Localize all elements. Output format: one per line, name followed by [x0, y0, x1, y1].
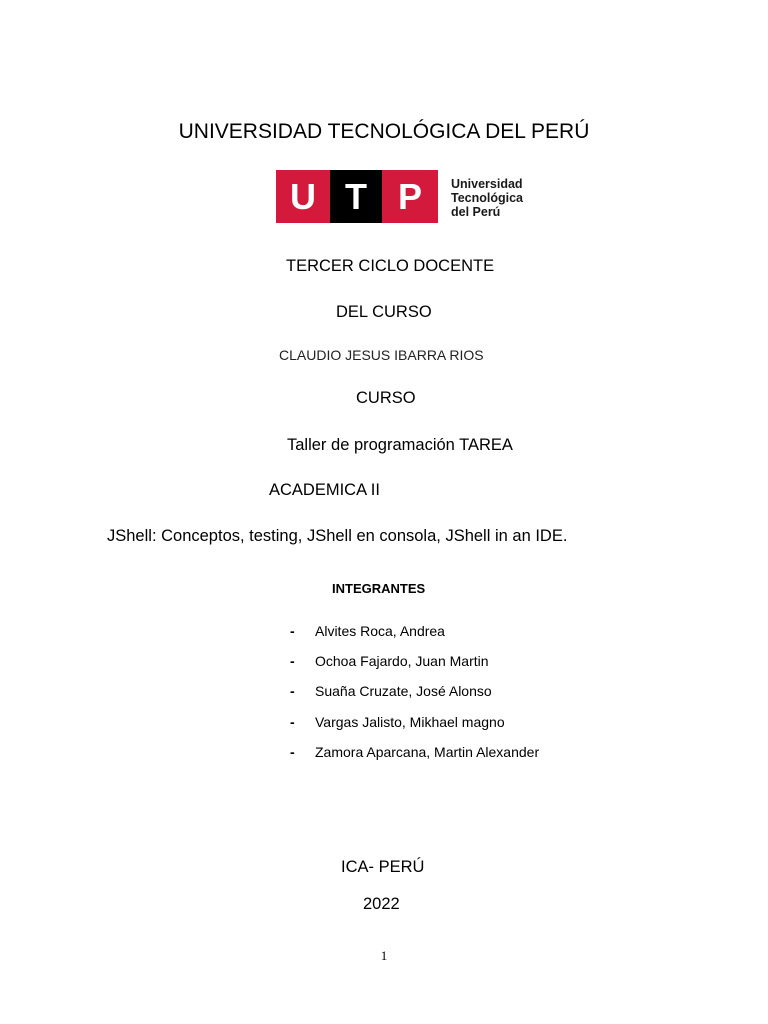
list-dash: -: [290, 623, 295, 639]
del-curso-line: DEL CURSO: [336, 303, 432, 321]
member-list-item: [290, 714, 505, 730]
member-name: Ochoa Fajardo, Juan Martin: [315, 653, 489, 669]
member-name: Zamora Aparcana, Martin Alexander: [315, 744, 540, 760]
logo-text-line-2: Tecnológica: [451, 191, 524, 205]
utp-logo: [276, 170, 526, 223]
logo-letter-u: U: [290, 176, 316, 217]
member-name: Alvites Roca, Andrea: [315, 623, 445, 639]
member-list-item: [290, 744, 539, 760]
page-number: 1: [380, 948, 388, 963]
list-dash: -: [290, 744, 295, 760]
logo-text-line-3: del Perú: [451, 205, 501, 219]
year-line: 2022: [363, 895, 400, 913]
course-name: Taller de programación TAREA: [287, 436, 513, 454]
member-list-item: [290, 623, 445, 639]
topic-line: JShell: Conceptos, testing, JShell en consola, JShell in an IDE.: [107, 527, 568, 545]
member-name: Suaña Cruzate, José Alonso: [315, 683, 492, 699]
member-list-item: [290, 653, 489, 669]
integrantes-heading: INTEGRANTES: [332, 581, 426, 596]
member-list-item: [290, 683, 492, 699]
list-dash: -: [290, 714, 295, 730]
ciclo-docente-line: TERCER CICLO DOCENTE: [286, 257, 495, 275]
logo-letter-p: P: [397, 176, 423, 217]
logo-text-line-1: Universidad: [451, 177, 523, 191]
docente-name: CLAUDIO JESUS IBARRA RIOS: [279, 347, 484, 363]
logo-letter-t: T: [345, 176, 367, 217]
member-name: Vargas Jalisto, Mikhael magno: [315, 714, 505, 730]
list-dash: -: [290, 683, 295, 699]
list-dash: -: [290, 653, 295, 669]
curso-label: CURSO: [356, 389, 416, 407]
academica-line: ACADEMICA II: [269, 481, 380, 499]
university-title: UNIVERSIDAD TECNOLÓGICA DEL PERÚ: [178, 120, 590, 143]
city-line: ICA- PERÚ: [341, 858, 425, 876]
